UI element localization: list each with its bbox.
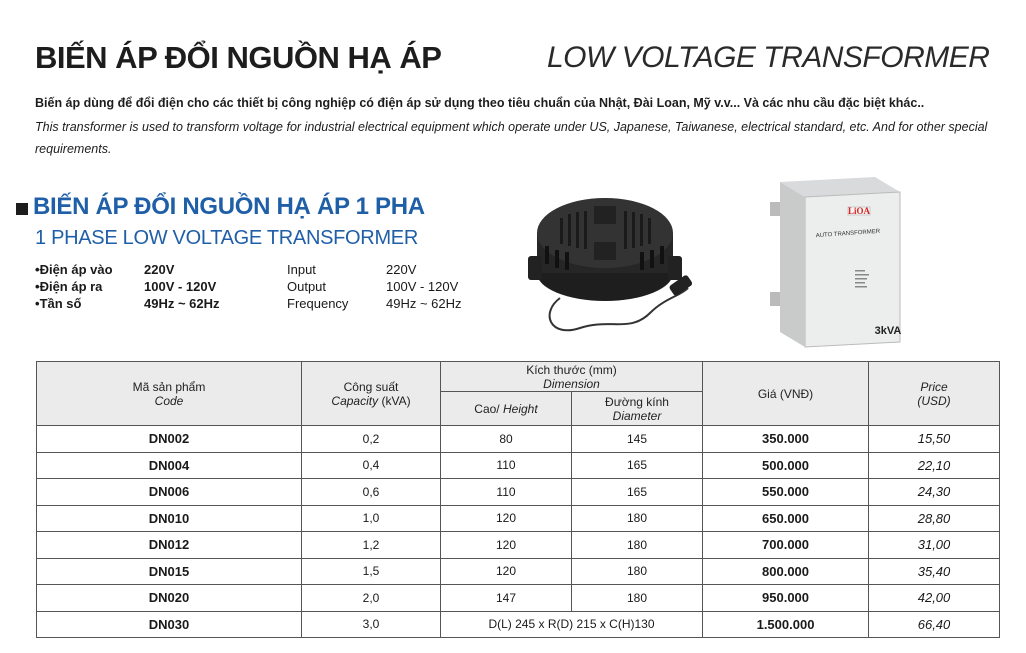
header-height-en: Height — [503, 401, 538, 416]
section-bullet-icon — [16, 203, 28, 215]
spec-label-en: Output — [287, 279, 327, 294]
cell-capacity: 2,0 — [302, 585, 441, 612]
cell-diameter: 180 — [572, 532, 703, 559]
table-row — [37, 452, 1000, 479]
cell-capacity: 0,2 — [302, 426, 441, 453]
cell-price-usd: 15,50 — [869, 426, 1000, 453]
cell-price-usd: 42,00 — [869, 585, 1000, 612]
cell-code: DN006 — [37, 479, 302, 506]
cell-dimension: D(L) 245 x R(D) 215 x C(H)130 — [441, 611, 703, 638]
spec-value: 220V — [144, 262, 175, 277]
spec-label: •Điện áp vào — [35, 262, 113, 277]
cell-code: DN030 — [37, 611, 302, 638]
header-dimension — [441, 362, 703, 392]
cell-price-usd: 28,80 — [869, 505, 1000, 532]
table-row — [37, 611, 1000, 638]
cell-capacity: 1,5 — [302, 558, 441, 585]
header-height-vn: Cao/ — [474, 401, 500, 416]
cell-capacity: 0,4 — [302, 452, 441, 479]
cell-code: DN015 — [37, 558, 302, 585]
cell-height: 120 — [441, 558, 572, 585]
cell-diameter: 180 — [572, 558, 703, 585]
header-dimension-en: Dimension — [543, 376, 600, 391]
section-title-en: 1 PHASE LOW VOLTAGE TRANSFORMER — [35, 227, 418, 249]
header-dimension-vn: Kích thước (mm) — [526, 362, 617, 377]
box-capacity-caption: 3kVA — [874, 325, 902, 337]
header-capacity-en: Capacity — [331, 393, 379, 408]
cell-capacity: 1,2 — [302, 532, 441, 559]
spec-value: 100V - 120V — [144, 279, 217, 294]
table-row — [37, 532, 1000, 559]
cell-price-vnd: 500.000 — [703, 452, 869, 479]
cell-height: 147 — [441, 585, 572, 612]
cell-diameter: 165 — [572, 452, 703, 479]
header-price-usd-line1: Price — [920, 379, 948, 394]
cell-diameter: 165 — [572, 479, 703, 506]
cell-price-usd: 31,00 — [869, 532, 1000, 559]
round-transformer-image — [520, 178, 715, 343]
table-row — [37, 558, 1000, 585]
header-capacity-vn: Công suất — [343, 379, 399, 394]
cell-capacity: 3,0 — [302, 611, 441, 638]
header-code — [37, 362, 302, 426]
box-transformer-image — [760, 172, 920, 352]
box-model-label: AUTO TRANSFORMER — [815, 228, 881, 240]
table-row — [37, 479, 1000, 506]
cell-diameter: 145 — [572, 426, 703, 453]
cell-diameter: 180 — [572, 585, 703, 612]
table-row — [37, 505, 1000, 532]
cell-code: DN012 — [37, 532, 302, 559]
spec-label: •Tần số — [35, 296, 82, 311]
cell-price-vnd: 800.000 — [703, 558, 869, 585]
cell-price-vnd: 1.500.000 — [703, 611, 869, 638]
cell-height: 120 — [441, 505, 572, 532]
spec-value-en: 220V — [386, 262, 417, 277]
header-code-en: Code — [154, 393, 184, 408]
spec-value-en: 100V - 120V — [386, 279, 459, 294]
spec-value-en: 49Hz ~ 62Hz — [386, 296, 462, 311]
cell-capacity: 0,6 — [302, 479, 441, 506]
spec-label: •Điện áp ra — [35, 279, 103, 294]
cell-diameter: 180 — [572, 505, 703, 532]
header-diameter — [572, 392, 703, 426]
section-title-vn: BIẾN ÁP ĐỔI NGUỒN HẠ ÁP 1 PHA — [33, 193, 425, 220]
page-title-vn: BIẾN ÁP ĐỔI NGUỒN HẠ ÁP — [35, 40, 442, 75]
page-title-en: LOW VOLTAGE TRANSFORMER — [547, 41, 990, 74]
header-capacity-unit: (kVA) — [381, 393, 411, 408]
header-diameter-vn: Đường kính — [605, 394, 669, 409]
cell-code: DN010 — [37, 505, 302, 532]
cell-price-usd: 22,10 — [869, 452, 1000, 479]
header-height — [441, 392, 572, 426]
cell-price-vnd: 350.000 — [703, 426, 869, 453]
spec-label-en: Input — [287, 262, 316, 277]
cell-capacity: 1,0 — [302, 505, 441, 532]
cell-height: 110 — [441, 479, 572, 506]
cell-height: 110 — [441, 452, 572, 479]
header-code-vn: Mã sản phẩm — [132, 379, 206, 394]
cell-price-usd: 35,40 — [869, 558, 1000, 585]
header-price-vnd: Giá (VNĐ) — [703, 362, 869, 426]
cell-price-usd: 24,30 — [869, 479, 1000, 506]
table-row — [37, 585, 1000, 612]
cell-height: 120 — [441, 532, 572, 559]
description-en: This transformer is used to transform voltage for industrial electrical equipment which operate under US, Japanese, Taiwanese, electrical standard, etc. And for other special requirements. — [35, 120, 988, 156]
table-row — [37, 426, 1000, 453]
spec-value: 49Hz ~ 62Hz — [144, 296, 220, 311]
cell-code: DN004 — [37, 452, 302, 479]
cell-code: DN002 — [37, 426, 302, 453]
spec-label-en: Frequency — [287, 296, 349, 311]
header-price-usd-line2: (USD) — [917, 393, 951, 408]
box-brand-label: LiOA — [847, 206, 871, 216]
cell-height: 80 — [441, 426, 572, 453]
cell-price-usd: 66,40 — [869, 611, 1000, 638]
cell-price-vnd: 550.000 — [703, 479, 869, 506]
header-diameter-en: Diameter — [612, 408, 662, 423]
header-capacity — [302, 362, 441, 426]
cell-code: DN020 — [37, 585, 302, 612]
description-vn: Biến áp dùng để đổi điện cho các thiết bị công nghiệp có điện áp sử dụng theo tiêu chuẩn của Nhật, Đài Loan, Mỹ v.v... Và các nhu cầu đặc biệt khác.. — [35, 96, 925, 110]
cell-price-vnd: 950.000 — [703, 585, 869, 612]
cell-price-vnd: 700.000 — [703, 532, 869, 559]
price-table — [36, 361, 1000, 638]
header-price-usd — [869, 362, 1000, 426]
cell-price-vnd: 650.000 — [703, 505, 869, 532]
